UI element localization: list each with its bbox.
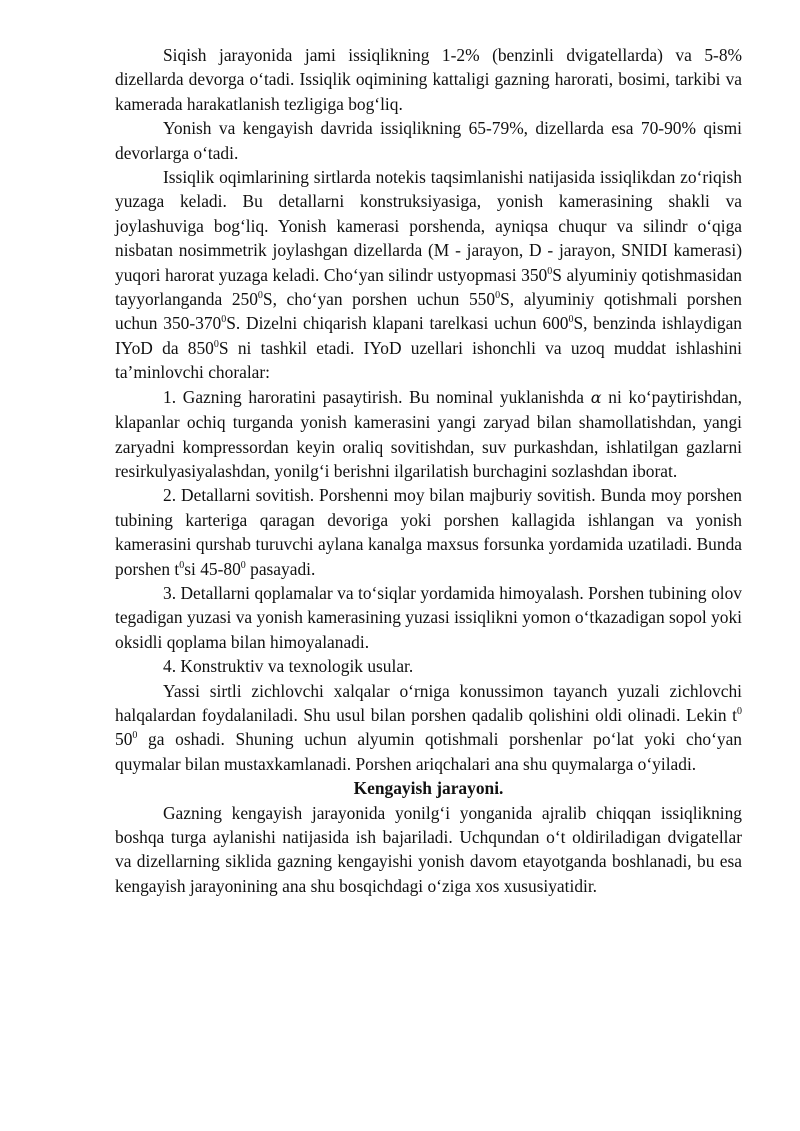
superscript: 0 — [547, 265, 553, 277]
text-run: 3. Detallarni qoplamalar va to‘siqlar yordamida himoyalash. Porshen tubining olov tegadigan yuzasi va yonish kamerasining yuzasi issiqlikni yomon o‘tkazadigan sopol yoki oksidli qoplama bilan himoyalanadi. — [115, 582, 742, 652]
text-run: Siqish jarayonida jami issiqlikning 1-2% (benzinli dvigatellarda) va 5-8% dizellarda devorga o‘tadi. Issiqlik oqimining kattaligi gazning harorati, bosimi, tarkibi va kamerada harakatlanish tezligiga bog‘liq. — [115, 45, 742, 114]
text-run: 1. Gazning haroratini pasaytirish. Bu nominal yuklanishda — [163, 386, 591, 407]
superscript: 0 — [221, 314, 227, 326]
text-run: Kengayish jarayoni. — [353, 778, 504, 799]
paragraph — [115, 116, 742, 165]
text-run: Yonish va kengayish davrida issiqlikning 65-79%, dizellarda esa 70-90% qismi devorlarga o‘tadi. — [115, 118, 742, 163]
paragraph — [115, 165, 742, 385]
section-heading — [115, 776, 742, 800]
superscript: 0 — [495, 290, 501, 302]
superscript: 0 — [213, 338, 219, 350]
superscript: 0 — [179, 559, 185, 571]
text-run: ni ko‘paytirishdan, klapanlar ochiq turganda yonish kamerasini yangi zaryad bilan shamollatishdan, yangi zaryadni kompressordan keyin oraliq sovitishdan, suv purkashdan, ishlatilgan gazlarni resirkulyasiyalashdan, yonilg‘i berishni ilgarilatish burchagini sozlashdan iborat. — [115, 386, 742, 481]
text-run: S ni tashkil etadi. IYoD uzellari ishonchli va uzoq muddat ishlashini ta’minlovchi choralar: — [115, 337, 742, 383]
text-run: si 45-80 — [184, 558, 241, 579]
alpha-symbol: α — [590, 387, 602, 407]
text-run: S, alyuminiy qotishmali porshen uchun 350-370 — [115, 289, 742, 334]
text-run: Gazning kengayish jarayonida yonilg‘i yonganida ajralib chiqqan issiqlikning boshqa turga aylanishi natijasida ish bajariladi. Uchqundan o‘t oldiriladigan dvigatellar va dizellarning siklida gazning kengayishi yonish davom etayotganda boshlanadi, bu esa kengayish jarayonining ana shu bosqichdagi o‘ziga xos xususiyatidir. — [115, 802, 742, 896]
paragraph — [115, 385, 742, 484]
text-run: Issiqlik oqimlarining sirtlarda notekis taqsimlanishi natijasida issiqlikdan zo‘riqish yuzaga keladi. Bu detallarni konstruksiyasiga, yonish kamerasining shakli va joylashuviga bog‘liq. Yonish kamerasi porshenda, ayniqsa chuqur va silindr o‘qiga nisbatan nosimmetrik joylashgan dizellarda (M - jarayon, D - jarayon, SNIDI kamerasi) yuqori harorat yuzaga keladi. Cho‘yan silindr ustyopmasi 350 — [115, 167, 742, 285]
text-run: ga oshadi. Shuning uchun alyumin qotishmali porshenlar po‘lat yoki cho‘yan quymalar bilan mustaxkamlanadi. Porshen ariqchalari ana shu quymalarga o‘yiladi. — [115, 729, 742, 774]
paragraph — [115, 43, 742, 116]
text-run: S. Dizelni chiqarish klapani tarelkasi uchun 600 — [226, 313, 569, 334]
text-run: Yassi sirtli zichlovchi xalqalar o‘rniga konussimon tayanch yuzali zichlovchi halqalardan foydalaniladi. Shu usul bilan porshen qadalib qolishini oldi olinadi. Lekin t — [115, 680, 742, 725]
superscript: 0 — [132, 730, 138, 742]
document-page — [115, 43, 742, 898]
text-run: S, benzinda ishlaydigan IYoD da 850 — [115, 313, 742, 358]
text-run: 2. Detallarni sovitish. Porshenni moy bilan majburiy sovitish. Bunda moy porshen tubining karteriga qaragan devoriga yoki porshen kallagida ishlangan va yonish kamerasini qurshab turuvchi aylana kanalga maxsus forsunka yordamida uzatiladi. Bunda porshen t — [115, 485, 742, 579]
superscript: 0 — [257, 290, 263, 302]
text-run: S, cho‘yan porshen uchun 550 — [262, 289, 496, 310]
paragraph — [115, 679, 742, 777]
superscript: 0 — [568, 314, 574, 326]
paragraph — [115, 483, 742, 581]
text-run: 50 — [115, 729, 133, 750]
paragraph — [115, 581, 742, 654]
paragraph — [115, 654, 742, 678]
paragraph — [115, 801, 742, 899]
superscript: 0 — [240, 559, 246, 571]
text-run: pasayadi. — [245, 558, 316, 579]
superscript: 0 — [737, 705, 742, 717]
text-run: 4. Konstruktiv va texnologik usular. — [163, 656, 414, 677]
text-run: S alyuminiy qotishmasidan tayyorlanganda 250 — [115, 264, 742, 310]
